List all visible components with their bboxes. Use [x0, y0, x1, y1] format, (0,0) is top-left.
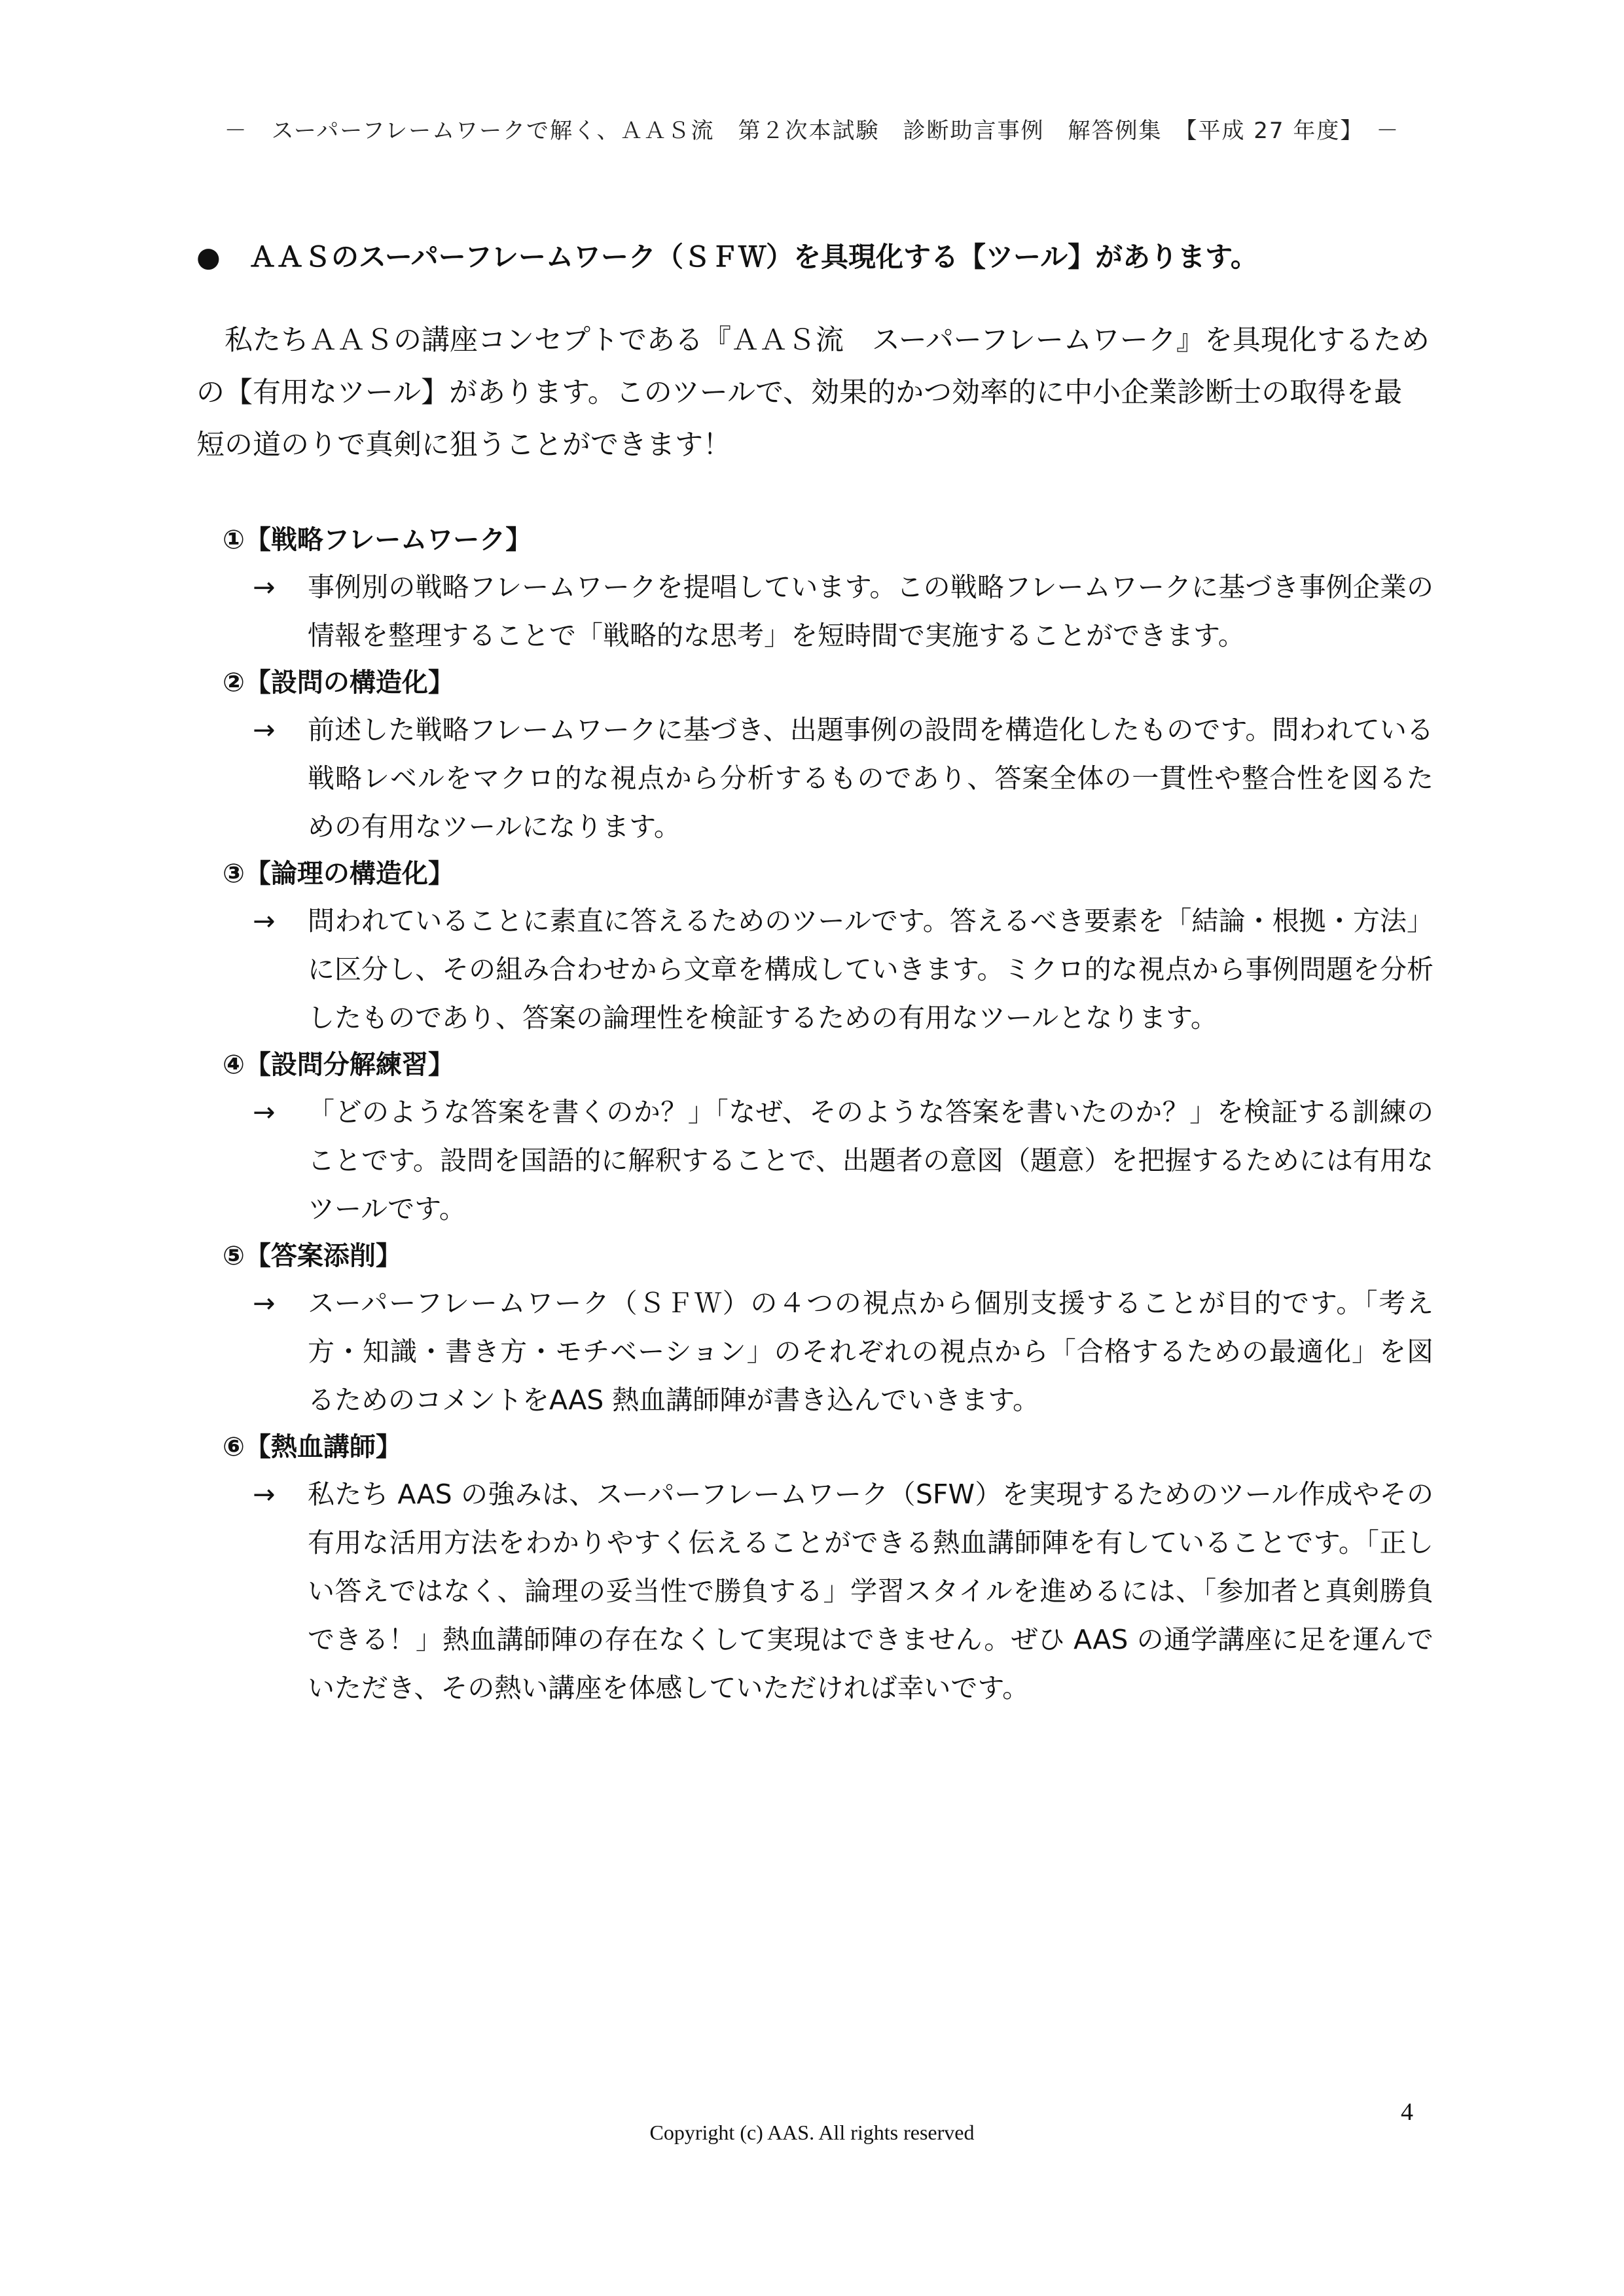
tool-description: [223, 706, 1434, 851]
arrow-icon: →: [253, 571, 276, 603]
tool-heading: ②【設問の構造化】: [223, 668, 454, 698]
tool-description-text: 前述した戦略フレームワークに基づき、出題事例の設問を構造化したものです。問われている戦略レベルをマクロ的な視点から分析するものであり、答案全体の一貫性や整合性を図るための有用なツールになります。: [308, 714, 1434, 842]
tool-description-text: スーパーフレームワーク（ＳＦＷ）の４つの視点から個別支援することが目的です。「考え方・知識・書き方・モチベーション」のそれぞれの視点から「合格するための最適化」を図るためのコメントをAAS 熱血講師陣が書き込んでいきます。: [308, 1287, 1434, 1416]
tool-description: [223, 1088, 1434, 1233]
section-title-text: ＡＡＳのスーパーフレームワーク（ＳＦＷ）を具現化する【ツール】があります。: [249, 241, 1258, 273]
tool-item-answer-correction: [223, 1233, 1434, 1424]
tool-heading: ④【設問分解練習】: [223, 1050, 454, 1080]
tool-description: [223, 1279, 1434, 1424]
bullet-icon: ●: [196, 241, 221, 273]
tool-item-question-decomposition: [223, 1042, 1434, 1233]
tool-description-text: 事例別の戦略フレームワークを提唱しています。この戦略フレームワークに基づき事例企業の情報を整理することで「戦略的な思考」を短時間で実施することができます。: [308, 571, 1434, 651]
tool-heading: ③【論理の構造化】: [223, 859, 454, 889]
tool-description: [223, 897, 1434, 1042]
tool-list: [223, 517, 1434, 1712]
tool-heading: ⑥【熱血講師】: [223, 1432, 402, 1462]
tool-description-text: 問われていることに素直に答えるためのツールです。答えるべき要素を「結論・根拠・方法」に区分し、その組み合わせから文章を構成していきます。ミクロ的な視点から事例問題を分析したものであり、答案の論理性を検証するための有用なツールとなります。: [308, 905, 1434, 1033]
page-number: 4: [1401, 2098, 1413, 2126]
tool-heading: ⑤【答案添削】: [223, 1241, 402, 1271]
arrow-icon: →: [253, 905, 276, 937]
section-title: [196, 236, 1440, 275]
tool-heading: ①【戦略フレームワーク】: [223, 525, 532, 555]
intro-text: 私たちＡＡＳの講座コンセプトである『ＡＡＳ流 スーパーフレームワーク』を具現化するための【有用なツール】があります。このツールで、効果的かつ効率的に中小企業診断士の取得を最短の道のりで真剣に狙うことができます！: [196, 324, 1430, 461]
copyright-footer: Copyright (c) AAS. All rights reserved: [649, 2121, 975, 2144]
tool-description-text: 「どのような答案を書くのか？」「なぜ、そのような答案を書いたのか？」を検証する訓練のことです。設問を国語的に解釈することで、出題者の意図（題意）を把握するためには有用なツールです。: [308, 1096, 1434, 1225]
arrow-icon: →: [253, 1479, 276, 1510]
tool-item-question-structuring: [223, 660, 1434, 851]
arrow-icon: →: [253, 1287, 276, 1319]
tool-item-passionate-instructors: [223, 1424, 1434, 1712]
tool-description: [223, 1470, 1434, 1712]
arrow-icon: →: [253, 1096, 276, 1128]
arrow-icon: →: [253, 714, 276, 745]
intro-paragraph: [196, 314, 1430, 471]
tool-item-logic-structuring: [223, 851, 1434, 1042]
tool-description-text: 私たち AAS の強みは、スーパーフレームワーク（SFW）を実現するためのツール作成やその有用な活用方法をわかりやすく伝えることができる熱血講師陣を有していることです。「正しい答えではなく、論理の妥当性で勝負する」学習スタイルを進めるには、「参加者と真剣勝負できる！」熱血講師陣の存在なくして実現はできません。ぜひ AAS の通学講座に足を運んでいただき、その熱い講座を体感していただければ幸いです。: [308, 1479, 1434, 1704]
running-header: － スーパーフレームワークで解く、ＡＡＳ流 第２次本試験 診断助言事例 解答例集 【平成 27 年度】 －: [224, 118, 1400, 144]
tool-description: [223, 563, 1434, 660]
tool-item-strategy-framework: [223, 517, 1434, 660]
